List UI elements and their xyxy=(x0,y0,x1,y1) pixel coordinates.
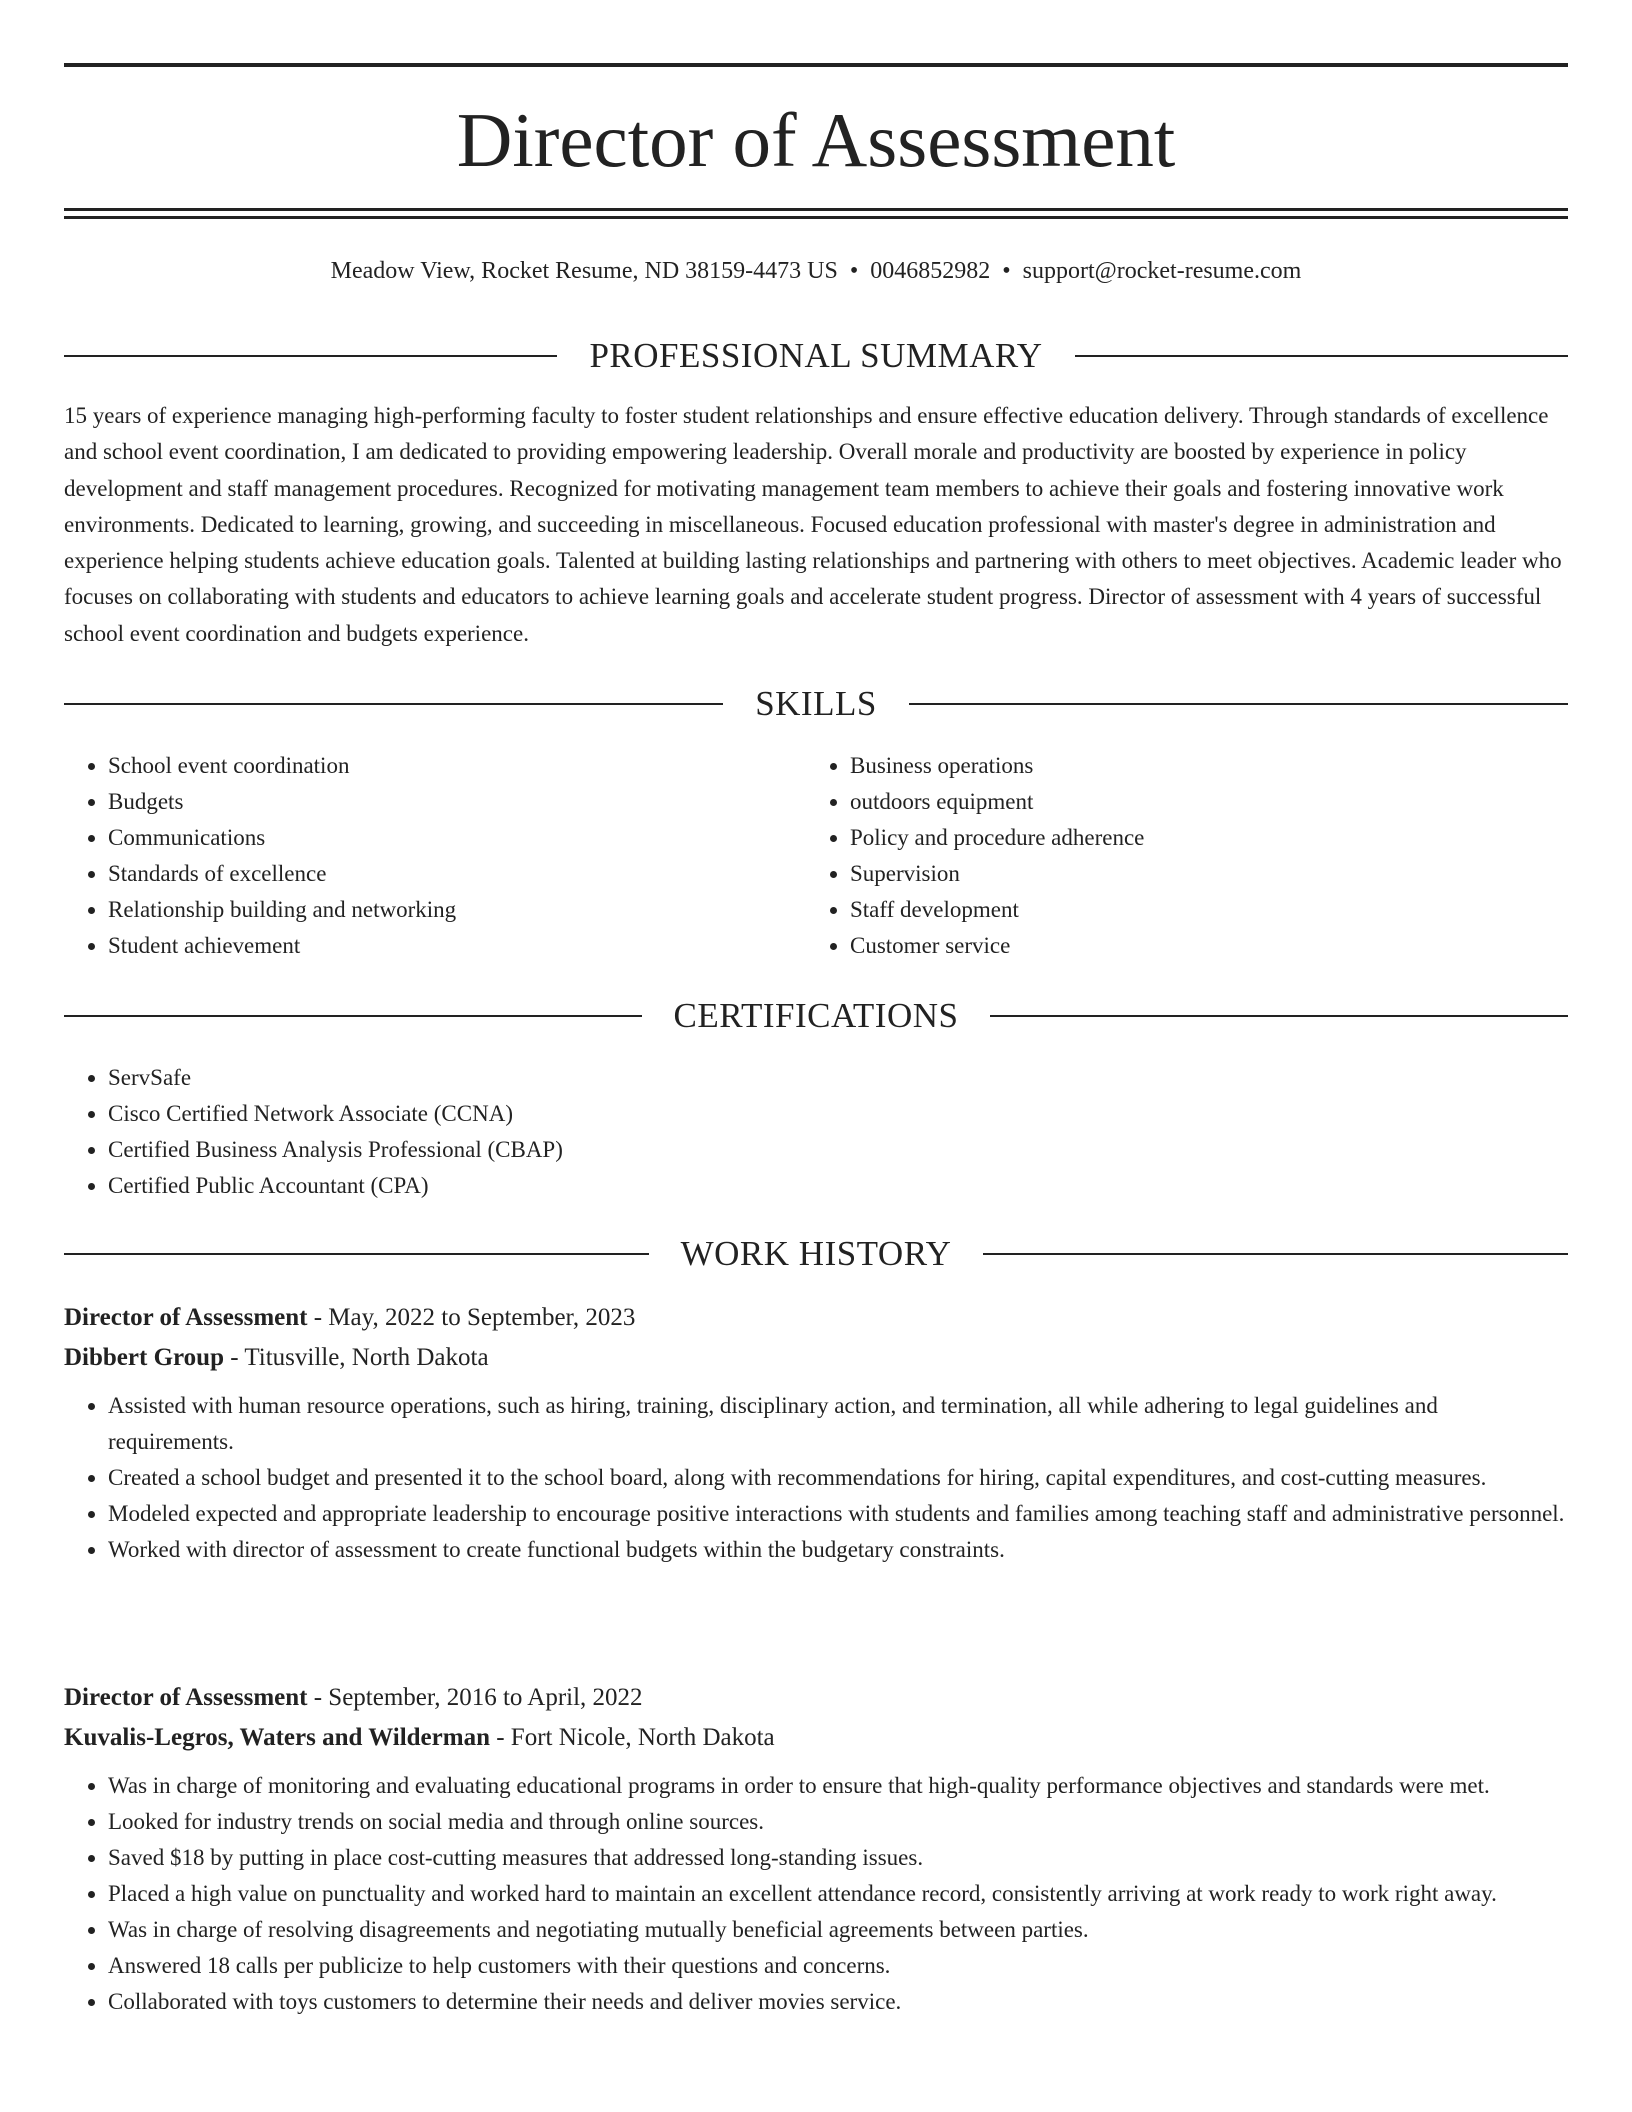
contact-separator: • xyxy=(849,258,859,284)
job-location: - Titusville, North Dakota xyxy=(223,1344,489,1371)
heading-rule-left xyxy=(64,703,723,705)
heading-rule-right xyxy=(990,1015,1568,1017)
job-bullet: • Assisted with human resource operations, such as hiring, training, disciplinary action, and termination, all while adhering to legal guidelines and requirements. xyxy=(108,1388,1568,1460)
job-bullet: • Looked for industry trends on social media and through online sources. xyxy=(108,1804,1568,1840)
skill-item: • Staff development xyxy=(850,892,1546,928)
job-bullet: • Collaborated with toys customers to determine their needs and deliver movies service. xyxy=(108,1984,1568,2020)
heading-rule-left xyxy=(64,1253,649,1255)
job-entry xyxy=(64,1678,1568,2020)
skills-column-left xyxy=(64,748,804,964)
contact-line xyxy=(64,254,1568,288)
summary-section-title: PROFESSIONAL SUMMARY xyxy=(589,336,1043,375)
heading-rule-right xyxy=(983,1253,1568,1255)
skills-section-heading xyxy=(64,682,1568,726)
heading-rule-left xyxy=(64,1015,642,1017)
header-top-rule xyxy=(64,63,1568,67)
contact-phone: 0046852982 xyxy=(870,258,991,284)
certifications-list xyxy=(64,1060,1568,1204)
heading-rule-left xyxy=(64,355,557,357)
heading-rule-right xyxy=(1075,355,1568,357)
job-company: Dibbert Group xyxy=(64,1344,224,1371)
job-company-line xyxy=(64,1338,1568,1378)
certifications-section-title: CERTIFICATIONS xyxy=(673,996,959,1035)
skill-item: • Communications xyxy=(108,820,804,856)
certification-item: • Cisco Certified Network Associate (CCNA) xyxy=(108,1096,1568,1132)
job-company-line xyxy=(64,1718,1568,1758)
skill-item: • outdoors equipment xyxy=(850,784,1546,820)
contact-address: Meadow View, Rocket Resume, ND 38159-4473 US xyxy=(330,258,838,284)
skill-item: • Relationship building and networking xyxy=(108,892,804,928)
certification-item: • ServSafe xyxy=(108,1060,1568,1096)
job-entry xyxy=(64,1298,1568,1568)
contact-email[interactable]: support@rocket-resume.com xyxy=(1022,258,1302,284)
contact-separator: • xyxy=(1002,258,1011,284)
job-title: Director of Assessment xyxy=(64,1684,308,1711)
skill-item: • Policy and procedure adherence xyxy=(850,820,1546,856)
skill-item: • Customer service xyxy=(850,928,1546,964)
job-bullet: • Created a school budget and presented it to the school board, along with recommendations for hiring, capital expenditures, and cost-cutting measures. xyxy=(108,1460,1568,1496)
skill-item: • Standards of excellence xyxy=(108,856,804,892)
job-bullet: • Was in charge of monitoring and evaluating educational programs in order to ensure that high-quality performance objectives and standards were met. xyxy=(108,1768,1568,1804)
summary-section-heading xyxy=(64,334,1568,378)
job-dates: - September, 2016 to April, 2022 xyxy=(307,1684,643,1711)
job-dates: - May, 2022 to September, 2023 xyxy=(307,1304,636,1331)
job-bullets xyxy=(64,1768,1568,2020)
resume-name: Director of Assessment xyxy=(456,97,1176,183)
skill-item: • Budgets xyxy=(108,784,804,820)
job-bullet: • Was in charge of resolving disagreements and negotiating mutually beneficial agreements between parties. xyxy=(108,1912,1568,1948)
job-title-line xyxy=(64,1298,1568,1338)
job-bullet: • Modeled expected and appropriate leadership to encourage positive interactions with students and families among teaching staff and administrative personnel. xyxy=(108,1496,1568,1532)
skill-item: • Supervision xyxy=(850,856,1546,892)
job-title-line xyxy=(64,1678,1568,1718)
job-bullet: • Worked with director of assessment to create functional budgets within the budgetary constraints. xyxy=(108,1532,1568,1568)
heading-rule-right xyxy=(909,703,1568,705)
job-bullet: • Answered 18 calls per publicize to help customers with their questions and concerns. xyxy=(108,1948,1568,1984)
header-double-rule-upper xyxy=(64,208,1568,211)
skills-column-right xyxy=(806,748,1546,964)
certification-item: • Certified Public Accountant (CPA) xyxy=(108,1168,1568,1204)
skills-section-title: SKILLS xyxy=(755,684,877,723)
job-bullet: • Placed a high value on punctuality and worked hard to maintain an excellent attendance record, consistently arriving at work ready to work right away. xyxy=(108,1876,1568,1912)
job-company: Kuvalis-Legros, Waters and Wilderman xyxy=(64,1724,490,1751)
certifications-section-heading xyxy=(64,994,1568,1038)
job-bullets xyxy=(64,1388,1568,1568)
skill-item: • Business operations xyxy=(850,748,1546,784)
job-title: Director of Assessment xyxy=(64,1304,308,1331)
job-bullet: • Saved $18 by putting in place cost-cutting measures that addressed long-standing issues. xyxy=(108,1840,1568,1876)
certification-item: • Certified Business Analysis Professional (CBAP) xyxy=(108,1132,1568,1168)
summary-text: 15 years of experience managing high-performing faculty to foster student relationships and ensure effective education delivery. Through standards of excellence and school event coordination, I am dedicated to providing empowering leadership. Overall morale and productivity are boosted by experience in policy development and staff management procedures. Recognized for motivating management team members to achieve their goals and fostering innovative work environments. Dedicated to learning, growing, and succeeding in miscellaneous. Focused education professional with master's degree in administration and experience helping students achieve education goals. Talented at building lasting relationships and partnering with others to meet objectives. Academic leader who focuses on collaborating with students and educators to achieve learning goals and accelerate student progress. Director of assessment with 4 years of successful school event coordination and budgets experience. xyxy=(64,403,1562,646)
skill-item: • School event coordination xyxy=(108,748,804,784)
skill-item: • Student achievement xyxy=(108,928,804,964)
work-history-section-heading xyxy=(64,1232,1568,1276)
header-double-rule-lower xyxy=(64,216,1568,219)
work-history-section-title: WORK HISTORY xyxy=(680,1234,952,1273)
job-location: - Fort Nicole, North Dakota xyxy=(489,1724,775,1751)
